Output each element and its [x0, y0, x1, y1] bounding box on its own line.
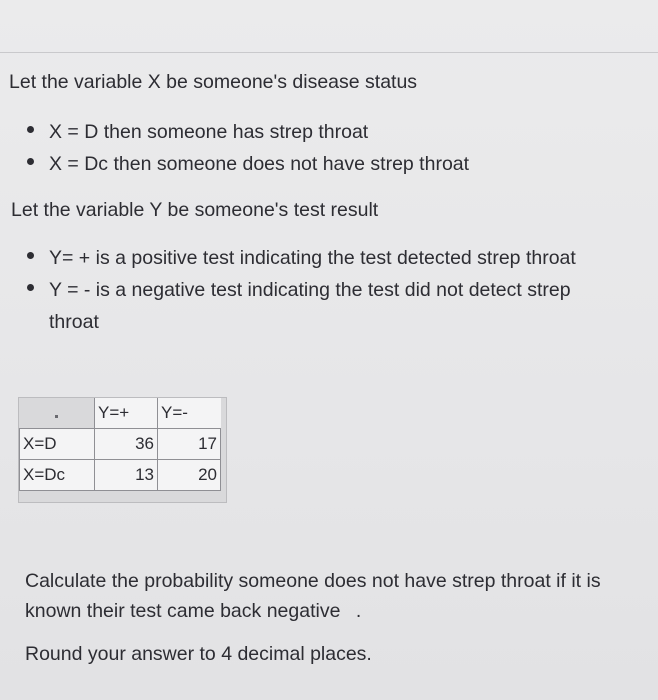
- rounding-instruction: Round your answer to 4 decimal places.: [25, 643, 372, 665]
- list-item: Y = - is a negative test indicating the test did not detect strep throat: [27, 274, 617, 338]
- list-item: X = Dc then someone does not have strep throat: [27, 148, 469, 180]
- table-cell: 36: [95, 429, 158, 460]
- test-result-list: [27, 242, 617, 338]
- corner-marker-icon: [55, 415, 58, 418]
- question-text: Calculate the probability someone does not have strep throat if it is known their test came back negative .: [25, 570, 601, 622]
- contingency-table: [18, 397, 227, 503]
- test-result-intro: Let the variable Y be someone's test result: [11, 199, 379, 221]
- list-item: Y= + is a positive test indicating the test detected strep throat: [27, 242, 617, 274]
- row-header: X=Dc: [20, 460, 95, 491]
- column-header: Y=+: [95, 398, 158, 429]
- column-header: Y=-: [158, 398, 221, 429]
- table-row: [20, 460, 221, 491]
- table-cell: 17: [158, 429, 221, 460]
- table-cell: 13: [95, 460, 158, 491]
- question-trailing-mark: .: [355, 600, 362, 622]
- top-divider: [0, 52, 658, 53]
- disease-status-list: [27, 116, 469, 180]
- list-item: X = D then someone has strep throat: [27, 116, 469, 148]
- table-corner-cell: [20, 398, 95, 429]
- table-row: [20, 429, 221, 460]
- row-header: X=D: [20, 429, 95, 460]
- disease-status-intro: Let the variable X be someone's disease status: [9, 71, 418, 93]
- table-cell: 20: [158, 460, 221, 491]
